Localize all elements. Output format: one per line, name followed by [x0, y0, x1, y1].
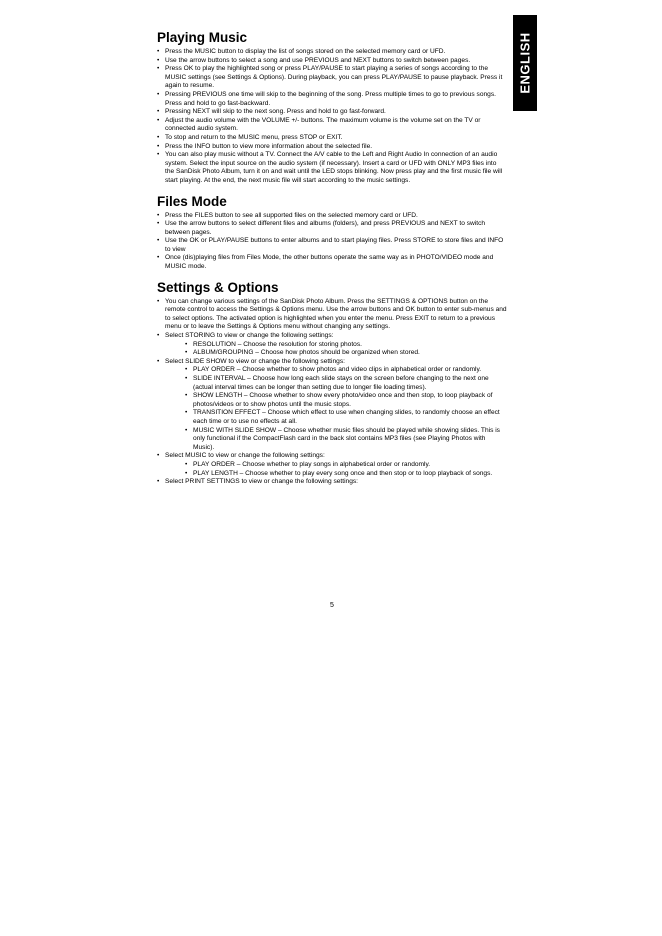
list-item: • To stop and return to the MUSIC menu, press STOP or EXIT. — [157, 134, 507, 143]
sub-list-item: • SHOW LENGTH – Choose whether to show every photo/video once and then stop, to loop playback of photos/videos or to show photos until the music stops. — [185, 392, 507, 409]
storing-sublist — [185, 341, 507, 358]
list-item: • You can also play music without a TV. Connect the A/V cable to the Left and Right Audio In connection of an audio system. Select the input source on the audio system (if necessary). Insert a card or UFD with ONLY MP3 files into the SanDisk Photo Album, turn it on and wait until the LED stops blinking. Now press play and the first music file will start playing. At the end, the next music file will start according to the music settings. — [157, 151, 507, 185]
list-item: • Press the MUSIC button to display the list of songs stored on the selected memory card or UFD. — [157, 48, 507, 57]
page-content — [157, 30, 507, 609]
music-label: Select MUSIC to view or change the following settings: — [165, 452, 325, 460]
sub-list-item: • SLIDE INTERVAL – Choose how long each slide stays on the screen before changing to the next one (actual interval times can be longer than setting due to longer file loading times). — [185, 375, 507, 392]
list-item: • Press OK to play the highlighted song or press PLAY/PAUSE to start playing a series of songs according to the MUSIC settings (see Settings & Options). During playback, you can press PLAY/PAUSE to pause playback. Press it again to resume. — [157, 65, 507, 91]
list-item-music — [157, 452, 507, 478]
section-title-playing-music: Playing Music — [157, 30, 248, 45]
settings-options-list — [157, 298, 507, 487]
section-title-settings-options: Settings & Options — [157, 279, 279, 295]
list-item: • Use the arrow buttons to select different files and albums (folders), and press PREVIOUS and NEXT to switch between pages. — [157, 220, 507, 237]
list-item-slide-show — [157, 358, 507, 453]
list-item: • Pressing PREVIOUS one time will skip to the beginning of the song. Press multiple times to go to previous songs. Press and hold to go fast-backward. — [157, 91, 507, 108]
list-item: • You can change various settings of the SanDisk Photo Album. Press the SETTINGS & OPTIONS button on the remote control to access the Settings & Options menu. Use the arrow buttons and OK button to enter sub-menus and to select options. The activated option is highlighted when you enter the menu. Press EXIT to return to a previous menu or to leave the Settings & Options menu without changing any settings. — [157, 298, 507, 332]
playing-music-list — [157, 48, 507, 186]
list-item-print-settings: • Select PRINT SETTINGS to view or change the following settings: — [157, 478, 507, 487]
sub-list-item: • PLAY ORDER – Choose whether to play songs in alphabetical order or randomly. — [185, 461, 507, 470]
slide-show-label: Select SLIDE SHOW to view or change the following settings: — [165, 357, 345, 365]
list-item: • Once (dis)playing files from Files Mode, the other buttons operate the same way as in PHOTO/VIDEO mode and MUSIC mode. — [157, 254, 507, 271]
sub-list-item: • PLAY ORDER – Choose whether to show photos and video clips in alphabetical order or randomly. — [185, 366, 507, 375]
sub-list-item: • MUSIC WITH SLIDE SHOW – Choose whether music files should be played while showing slides. This is only functional if the CompactFlash card in the back slot contains MP3 files (see Playing Photos with Music). — [185, 427, 507, 453]
slide-show-sublist — [185, 366, 507, 452]
page-number: 5 — [330, 602, 334, 609]
list-item: • Pressing NEXT will skip to the next song. Press and hold to go fast-forward. — [157, 108, 507, 117]
storing-label: Select STORING to view or change the following settings: — [165, 332, 334, 340]
sub-list-item: • RESOLUTION – Choose the resolution for storing photos. — [185, 341, 507, 350]
section-title-files-mode: Files Mode — [157, 193, 227, 209]
list-item: • Press the INFO button to view more information about the selected file. — [157, 143, 507, 152]
sub-list-item: • ALBUM/GROUPING – Choose how photos should be organized when stored. — [185, 349, 507, 358]
list-item: • Use the arrow buttons to select a song and use PREVIOUS and NEXT buttons to switch between pages. — [157, 57, 507, 66]
list-item-storing — [157, 332, 507, 358]
list-item: • Adjust the audio volume with the VOLUME +/- buttons. The maximum volume is the volume set on the TV or connected audio system. — [157, 117, 507, 134]
sub-list-item: • PLAY LENGTH – Choose whether to play every song once and then stop or to loop playback of songs. — [185, 470, 507, 479]
list-item: • Use the OK or PLAY/PAUSE buttons to enter albums and to start playing files. Press STORE to store files and INFO to view — [157, 237, 507, 254]
list-item: • Press the FILES button to see all supported files on the selected memory card or UFD. — [157, 212, 507, 221]
sub-list-item: • TRANSITION EFFECT – Choose which effect to use when changing slides, to randomly choose an effect each time or to use no effects at all. — [185, 409, 507, 426]
music-sublist — [185, 461, 507, 478]
files-mode-list — [157, 212, 507, 272]
language-tab-label: ENGLISH — [517, 32, 533, 94]
language-tab — [513, 15, 537, 111]
